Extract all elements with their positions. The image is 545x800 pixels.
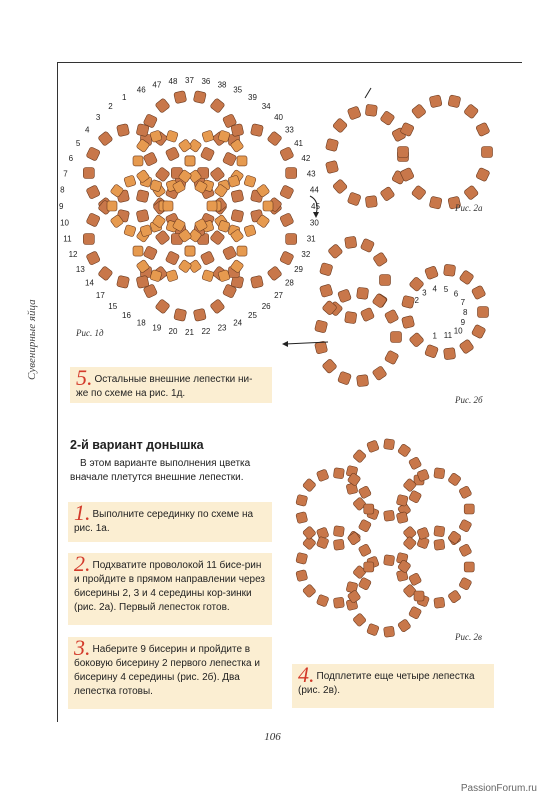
bead <box>136 190 149 203</box>
fig1d-bead-number: 46 <box>136 85 146 95</box>
section-heading: 2-й вариант донышка <box>70 438 204 452</box>
bead <box>185 246 195 256</box>
bead <box>337 289 351 303</box>
figure-2a-first-petal <box>325 84 515 214</box>
bead <box>459 270 474 285</box>
bead <box>86 185 101 200</box>
bead <box>202 269 215 282</box>
bead <box>397 443 411 457</box>
bead <box>347 532 361 546</box>
bead <box>286 168 297 179</box>
bead <box>263 201 273 211</box>
fig1d-bead-number: 31 <box>306 234 316 244</box>
bead <box>429 95 442 108</box>
bead <box>345 236 357 248</box>
fig1d-bead-number: 42 <box>301 153 311 163</box>
bead <box>448 472 462 486</box>
fig1d-bead-number: 6 <box>68 153 74 163</box>
bead <box>364 504 374 514</box>
bead <box>478 307 489 318</box>
bead <box>143 246 158 261</box>
bead <box>365 196 377 208</box>
bead <box>448 590 462 604</box>
bead <box>366 440 379 453</box>
bead <box>443 348 455 360</box>
bead <box>471 324 486 339</box>
bead <box>401 315 414 328</box>
bead <box>434 539 445 550</box>
bead <box>267 131 282 146</box>
fig1d-bead-number: 37 <box>185 76 194 85</box>
bead <box>352 613 366 627</box>
bead <box>107 201 117 211</box>
bead <box>384 510 395 521</box>
bead <box>116 124 129 137</box>
step-5-text: Остальные внешние лепестки ни- же по схеме на рис. 1д. <box>76 374 253 399</box>
bead <box>178 259 192 273</box>
bead <box>185 156 195 166</box>
fig2a-arrow <box>365 88 371 98</box>
bead <box>136 275 149 288</box>
bead <box>409 332 425 348</box>
step-1-text: Выполните серединку по схеме на рис. 1а. <box>74 509 254 534</box>
fig1d-bead-number: 30 <box>309 218 319 228</box>
bead <box>372 293 387 308</box>
fig1d-bead-number: 9 <box>59 202 64 211</box>
bead <box>463 185 478 200</box>
bead <box>384 555 395 566</box>
bead <box>358 577 372 591</box>
bead <box>411 185 426 200</box>
bead <box>434 468 445 479</box>
bead <box>333 526 344 537</box>
fig1d-bead-number: 32 <box>301 250 311 260</box>
step-2-number: 2. <box>74 551 91 576</box>
fig1d-bead-number: 39 <box>248 92 257 102</box>
bead <box>482 147 493 158</box>
fig1d-bead-number: 20 <box>168 326 178 336</box>
bead <box>408 606 422 620</box>
bead <box>207 201 217 211</box>
bead <box>133 246 143 256</box>
fig2b-bead-number: 2 <box>414 296 419 305</box>
bead <box>136 209 149 222</box>
bead <box>459 486 473 500</box>
step-3-number: 3. <box>74 635 91 660</box>
bead <box>296 512 308 524</box>
bead <box>319 262 333 276</box>
step-1-box <box>68 502 272 542</box>
fig1d-bead-number: 12 <box>68 250 78 260</box>
bead <box>328 244 344 260</box>
fig2b-bead-number: 5 <box>443 284 449 294</box>
bead <box>202 130 215 143</box>
bead <box>408 457 422 471</box>
step-1-number: 1. <box>74 500 91 525</box>
bead <box>448 95 461 108</box>
bead <box>424 344 438 358</box>
bead <box>475 122 490 137</box>
fig1d-arrowhead <box>313 212 319 218</box>
bead <box>345 311 357 323</box>
fig1d-bead-number: 21 <box>185 328 194 337</box>
bead <box>222 152 237 167</box>
bead <box>372 366 387 381</box>
bead <box>397 619 411 633</box>
bead <box>279 185 294 200</box>
bead <box>356 287 368 299</box>
bead <box>250 124 263 137</box>
bead <box>384 350 399 365</box>
bead <box>352 449 366 463</box>
bead <box>356 375 368 387</box>
bead <box>98 266 113 281</box>
bead <box>86 251 101 266</box>
bead <box>244 175 257 188</box>
bead <box>83 234 94 245</box>
bead <box>360 238 375 253</box>
bead <box>165 251 180 266</box>
bead <box>333 539 344 550</box>
bead <box>347 106 361 120</box>
bead <box>459 577 473 591</box>
fig1d-bead-number: 36 <box>201 77 211 87</box>
fig2b-bead-number: 7 <box>460 297 466 307</box>
bead <box>471 285 486 300</box>
bead <box>296 494 308 506</box>
step-4-text: Подплетите еще четыре лепестка (рис. 2в). <box>298 671 475 696</box>
fig1d-bead-number: 23 <box>217 323 227 333</box>
fig1d-bead-number: 5 <box>75 139 81 148</box>
fig1d-bead-number: 47 <box>152 80 162 90</box>
fig1d-bead-number: 38 <box>217 80 227 90</box>
bead <box>459 544 473 558</box>
bead <box>408 490 422 504</box>
bead <box>210 98 225 113</box>
bead <box>396 494 408 506</box>
bead <box>316 469 329 482</box>
bead <box>155 167 170 182</box>
fig2b-bead-number: 9 <box>460 318 466 328</box>
bead <box>434 526 445 537</box>
fig1d-bead-number: 24 <box>233 318 243 328</box>
bead <box>222 246 237 261</box>
bead <box>325 138 338 151</box>
bead <box>333 468 344 479</box>
step-5-number: 5. <box>76 365 93 390</box>
bead <box>332 118 348 134</box>
fig1d-bead-number: 16 <box>122 311 131 321</box>
step-4-number: 4. <box>298 662 315 687</box>
fig2b-bead-number: 11 <box>443 331 453 341</box>
fig1d-caption: Рис. 1д <box>76 328 104 338</box>
fig2c-bead-group <box>296 439 475 638</box>
bead <box>448 530 462 544</box>
bead <box>316 594 329 607</box>
bead <box>347 192 361 206</box>
fig1d-bead-number: 3 <box>95 112 101 122</box>
fig1d-bead-number: 11 <box>63 234 72 244</box>
bead <box>237 156 247 166</box>
bead <box>434 597 445 608</box>
bead <box>124 224 137 237</box>
fig1d-bead-number: 44 <box>309 185 319 195</box>
bead <box>333 597 344 608</box>
bead <box>365 104 377 116</box>
bead <box>408 573 422 587</box>
bead <box>296 570 308 582</box>
fig1d-bead-number: 28 <box>284 278 294 288</box>
bead <box>231 190 244 203</box>
step-4-box <box>292 664 494 708</box>
fig2b-bead-number: 10 <box>453 326 463 336</box>
bead <box>380 186 395 201</box>
bead <box>411 104 426 119</box>
bead <box>231 209 244 222</box>
bead <box>360 307 375 322</box>
step-2-text: Подхватите проволокой 11 бисе-рин и пройдите в прямом направлении через бисерины 2, 3 и 4 середины кор-зинки (рис. 2а). Первый лепесток готов. <box>74 560 266 613</box>
fig1d-bead-number: 25 <box>248 311 257 321</box>
step-5-box <box>70 367 272 403</box>
bead <box>337 371 351 385</box>
bead <box>325 160 338 173</box>
fig1d-bead-number: 1 <box>122 92 127 102</box>
bead <box>193 91 206 104</box>
frame-left-line <box>57 62 58 722</box>
bead <box>166 130 179 143</box>
bead <box>396 512 408 524</box>
figure-2c-six-petals <box>285 428 485 648</box>
bead <box>83 168 94 179</box>
fig2b-number-labels <box>414 284 468 340</box>
bead <box>358 519 372 533</box>
fig1d-bead-number: 29 <box>294 265 304 274</box>
bead <box>155 299 170 314</box>
fig1d-bead-number: 26 <box>261 301 271 311</box>
fig2a-caption: Рис. 2а <box>455 203 483 213</box>
bead <box>244 224 257 237</box>
page-number: 106 <box>264 731 281 743</box>
bead <box>86 147 101 162</box>
step-2-box <box>68 553 272 625</box>
bead <box>464 504 474 514</box>
bead <box>163 201 173 211</box>
bead <box>316 536 329 549</box>
fig2b-caption: Рис. 2б <box>455 395 483 405</box>
bead <box>133 156 143 166</box>
bead <box>384 309 399 324</box>
fig1d-bead-number: 10 <box>60 218 69 228</box>
fig1d-bead-number: 22 <box>201 326 211 336</box>
bead <box>443 264 455 276</box>
fig2c-caption: Рис. 2в <box>455 632 482 642</box>
bead <box>302 584 316 598</box>
figure-2b-two-petals <box>280 232 510 392</box>
bead <box>193 308 206 321</box>
fig1d-bead-number: 13 <box>75 265 85 274</box>
bead <box>155 98 170 113</box>
bead <box>136 124 149 137</box>
bead <box>210 230 225 245</box>
bead <box>98 131 113 146</box>
bead <box>380 275 391 286</box>
sidebar-section-title: Сувенирные яйца <box>26 299 38 380</box>
bead <box>391 332 402 343</box>
fig1d-bead-number: 41 <box>294 139 304 148</box>
bead <box>463 104 478 119</box>
bead <box>314 320 327 333</box>
fig1d-bead-number: 15 <box>108 301 118 311</box>
fig1d-bead-number: 17 <box>95 291 105 301</box>
fig1d-bead-number: 7 <box>63 169 68 179</box>
fig1d-bead-number: 48 <box>168 77 178 87</box>
bead <box>279 147 294 162</box>
bead <box>358 486 372 500</box>
fig1d-bead-number: 45 <box>311 202 320 211</box>
bead <box>384 626 395 637</box>
step-3-text: Наберите 9 бисерин и пройдите в боковую бисерину 2 первого лепестка и бисерину 4 середины (рис. 2б). Два лепестка готовы. <box>74 644 260 697</box>
bead <box>200 251 215 266</box>
bead <box>178 139 192 153</box>
bead <box>475 167 490 182</box>
bead <box>401 295 414 308</box>
fig1d-bead-number: 18 <box>136 318 146 328</box>
fig1d-bead-number: 8 <box>60 185 65 195</box>
section-intro: В этом варианте выполнения цветка вначале плетутся внешние лепестки. <box>70 458 251 483</box>
bead <box>364 562 374 572</box>
bead <box>210 167 225 182</box>
bead <box>398 147 409 158</box>
fig2b-bead-number: 6 <box>453 289 459 299</box>
fig1d-bead-group <box>83 91 296 322</box>
bead <box>459 519 473 533</box>
bead <box>237 246 247 256</box>
bead <box>296 552 308 564</box>
fig1d-bead-number: 19 <box>152 323 162 333</box>
bead <box>231 124 244 137</box>
bead <box>332 179 348 195</box>
bead <box>459 339 474 354</box>
bead <box>322 358 338 374</box>
fig1d-bead-number: 34 <box>261 102 271 112</box>
fig1d-bead-number: 14 <box>85 278 94 288</box>
fig2b-bead-number: 1 <box>432 331 437 341</box>
bead <box>414 591 424 601</box>
bead <box>417 527 430 540</box>
step-3-box <box>68 637 272 709</box>
bead <box>384 439 395 450</box>
fig2a-bead-group <box>325 95 492 210</box>
bead <box>174 91 187 104</box>
bead <box>373 252 388 267</box>
fig1d-bead-number: 4 <box>85 125 90 135</box>
bead <box>165 147 180 162</box>
bead <box>250 275 263 288</box>
fig2b-bead-number: 8 <box>463 308 468 317</box>
frame-top-line <box>57 62 522 63</box>
bead <box>155 230 170 245</box>
fig1d-bead-number: 35 <box>233 85 243 95</box>
bead <box>302 478 316 492</box>
bead <box>166 269 179 282</box>
fig1d-bead-number: 33 <box>284 125 294 135</box>
bead <box>424 266 438 280</box>
fig1d-bead-number: 27 <box>274 291 284 301</box>
watermark: PassionForum.ru <box>460 783 537 794</box>
bead <box>464 562 474 572</box>
bead <box>366 623 379 636</box>
bead <box>86 213 101 228</box>
fig2b-arrowhead <box>282 341 288 347</box>
fig1d-bead-number: 2 <box>108 102 113 112</box>
bead <box>403 536 417 550</box>
bead <box>429 196 442 209</box>
fig1d-bead-number: 40 <box>274 112 284 122</box>
bead <box>116 275 129 288</box>
fig2b-bead-number: 4 <box>432 284 437 294</box>
bead <box>143 152 158 167</box>
fig2b-bead-number: 3 <box>422 288 427 298</box>
fig1d-bead-number: 43 <box>306 169 316 179</box>
bead <box>174 308 187 321</box>
bead <box>319 284 333 298</box>
bead <box>200 147 215 162</box>
bead <box>279 213 294 228</box>
bead <box>358 544 372 558</box>
bead <box>124 175 137 188</box>
bead <box>380 110 395 125</box>
bead <box>302 526 316 540</box>
bead <box>210 299 225 314</box>
